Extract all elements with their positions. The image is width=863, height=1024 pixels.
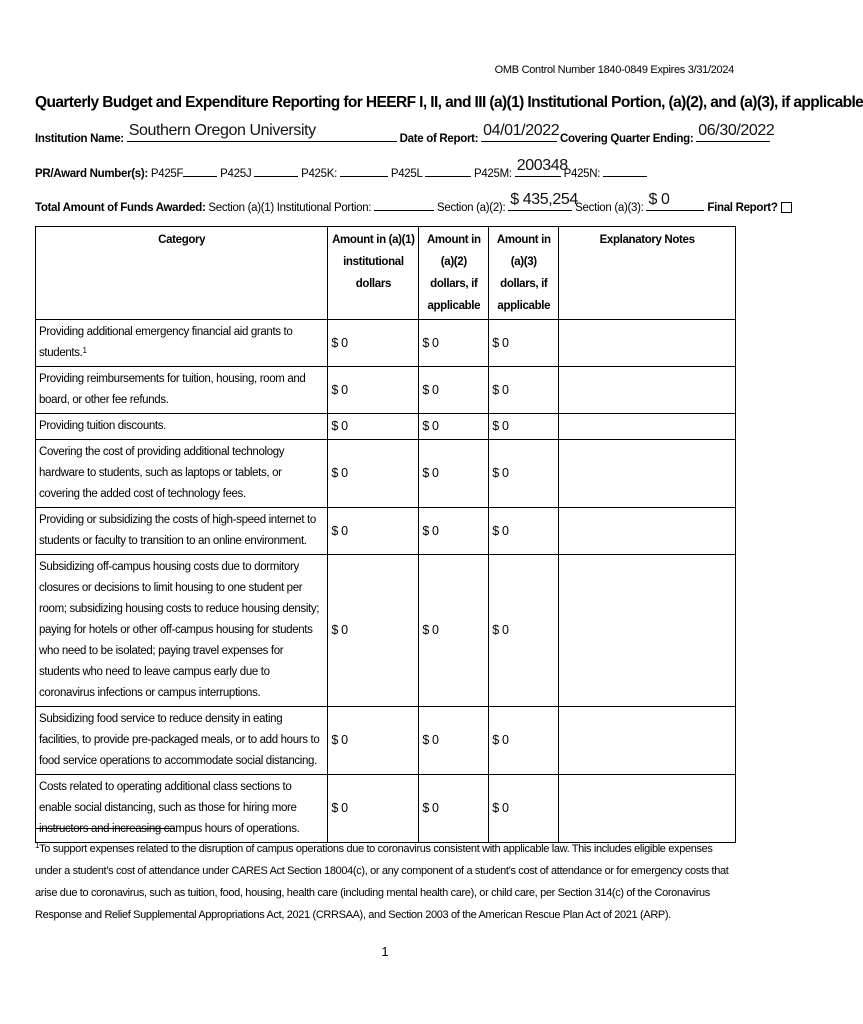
table-row — [36, 367, 736, 414]
category-text: Subsidizing off-campus housing costs due to dormitory closures or decisions to limit housing to one student per room; subsidizing housing costs to reduce housing density; paying for hotels or other off-campus housing for students who need to be isolated; paying travel expenses for students who need to leave campus early due to coronavirus infections or campus interruptions. — [39, 561, 320, 699]
table-row — [36, 440, 736, 508]
amount-a1-cell[interactable]: $ 0 — [328, 414, 419, 440]
category-cell — [36, 775, 328, 843]
pr-m-field[interactable] — [515, 157, 568, 177]
notes-cell[interactable] — [559, 508, 736, 555]
table-row — [36, 320, 736, 367]
omb-control-number: OMB Control Number 1840-0849 Expires 3/31/2024 — [494, 64, 734, 76]
category-text: Providing additional emergency financial aid grants to students. — [39, 326, 293, 359]
total-label: Total Amount of Funds Awarded: — [35, 202, 206, 214]
institution-field[interactable] — [127, 122, 397, 142]
amount-a3-cell[interactable]: $ 0 — [489, 555, 559, 707]
footnote-text: To support expenses related to the disruption of campus operations due to coronavirus consistent with applicable law. This includes eligible expenses under a student’s cost of attendance under CARES Act Section 18004(c), or any component of a student’s cost of attendance or for emergency costs that arise due to coronavirus, such as tuition, food, housing, health care (including mental health care), or child care, per Section 314(c) of the Coronavirus Response and Relief Supplemental Appropriations Act, 2021 (CRRSAA), and Section 2003 of the American Rescue Plan Act of 2021 (ARP). — [35, 843, 729, 921]
table-header-row — [36, 227, 736, 320]
header-category: Category — [36, 227, 328, 320]
institution-value: Southern Oregon University — [128, 122, 316, 139]
section-a3-label: Section (a)(3): — [575, 202, 644, 214]
amount-a1-cell[interactable]: $ 0 — [328, 707, 419, 775]
category-cell — [36, 367, 328, 414]
amount-a2-cell[interactable]: $ 0 — [419, 414, 489, 440]
pr-m-value: 200348 — [516, 157, 568, 174]
quarter-label: Covering Quarter Ending: — [560, 133, 694, 145]
section-a1-field[interactable] — [374, 199, 434, 211]
header-a1: Amount in (a)(1) institutional dollars — [328, 227, 419, 320]
amount-a2-cell[interactable]: $ 0 — [419, 320, 489, 367]
amount-a3-cell[interactable]: $ 0 — [489, 707, 559, 775]
footnote-mark: 1 — [35, 841, 40, 850]
amount-a3-cell[interactable]: $ 0 — [489, 367, 559, 414]
date-field[interactable] — [481, 122, 560, 142]
notes-cell[interactable] — [559, 367, 736, 414]
category-text: Costs related to operating additional class sections to enable social distancing, such as those for hiring more instructors and increasing campus hours of operations. — [39, 781, 300, 835]
amount-a3-cell[interactable]: $ 0 — [489, 320, 559, 367]
pr-m-label: P425M: — [473, 168, 512, 180]
amount-a2-cell[interactable]: $ 0 — [419, 440, 489, 508]
amount-a2-cell[interactable]: $ 0 — [419, 707, 489, 775]
section-a3-field[interactable] — [646, 191, 704, 211]
category-text: Providing or subsidizing the costs of high-speed internet to students or faculty to transition to an online environment. — [39, 514, 316, 547]
table-row — [36, 775, 736, 843]
notes-cell[interactable] — [559, 775, 736, 843]
notes-cell[interactable] — [559, 440, 736, 508]
page-number: 1 — [381, 944, 389, 959]
amount-a2-cell[interactable]: $ 0 — [419, 367, 489, 414]
category-text: Covering the cost of providing additional technology hardware to students, such as laptops or tablets, or covering the added cost of technology fees. — [39, 446, 285, 500]
pr-label: PR/Award Number(s): — [35, 168, 148, 180]
date-label: Date of Report: — [399, 133, 479, 145]
section-a1-label: Section (a)(1) Institutional Portion: — [208, 202, 372, 214]
category-cell — [36, 414, 328, 440]
amount-a2-cell[interactable]: $ 0 — [419, 775, 489, 843]
footnote-reference: 1 — [82, 346, 87, 355]
institution-label: Institution Name: — [35, 133, 124, 145]
final-report-label: Final Report? — [707, 202, 778, 214]
category-cell — [36, 440, 328, 508]
section-a2-field[interactable] — [508, 191, 578, 211]
notes-cell[interactable] — [559, 707, 736, 775]
pr-j-field[interactable] — [254, 165, 298, 177]
table-row — [36, 555, 736, 707]
category-text: Providing tuition discounts. — [39, 420, 166, 432]
pr-n-field[interactable] — [603, 165, 647, 177]
notes-cell[interactable] — [559, 320, 736, 367]
pr-f-field[interactable] — [183, 165, 217, 177]
category-cell — [36, 508, 328, 555]
table-row — [36, 414, 736, 440]
amount-a3-cell[interactable]: $ 0 — [489, 414, 559, 440]
section-a2-label: Section (a)(2): — [437, 202, 506, 214]
table-row — [36, 707, 736, 775]
amount-a1-cell[interactable]: $ 0 — [328, 555, 419, 707]
pr-f-label: P425F — [150, 168, 184, 180]
pr-k-field[interactable] — [340, 165, 388, 177]
amount-a1-cell[interactable]: $ 0 — [328, 508, 419, 555]
amount-a1-cell[interactable]: $ 0 — [328, 775, 419, 843]
amount-a3-cell[interactable]: $ 0 — [489, 775, 559, 843]
amount-a1-cell[interactable]: $ 0 — [328, 320, 419, 367]
pr-l-label: P425L — [390, 168, 423, 180]
section-a2-value: $ 435,254 — [510, 191, 578, 208]
quarter-value: 06/30/2022 — [698, 122, 775, 139]
category-cell — [36, 707, 328, 775]
footnote — [35, 838, 740, 926]
amount-a3-cell[interactable]: $ 0 — [489, 508, 559, 555]
pr-n-label: P425N: — [563, 168, 601, 180]
quarter-field[interactable] — [696, 122, 775, 142]
category-cell — [36, 320, 328, 367]
amount-a1-cell[interactable]: $ 0 — [328, 440, 419, 508]
amount-a2-cell[interactable]: $ 0 — [419, 555, 489, 707]
pr-k-label: P425K: — [301, 168, 338, 180]
notes-cell[interactable] — [559, 414, 736, 440]
header-a3: Amount in (a)(3) dollars, if applicable — [489, 227, 559, 320]
amount-a1-cell[interactable]: $ 0 — [328, 367, 419, 414]
notes-cell[interactable] — [559, 555, 736, 707]
category-cell — [36, 555, 328, 707]
section-a3-value: $ 0 — [648, 191, 670, 208]
amount-a3-cell[interactable]: $ 0 — [489, 440, 559, 508]
category-text: Subsidizing food service to reduce density in eating facilities, to provide pre-packaged meals, or to add hours to food service operations to accommodate social distancing. — [39, 713, 320, 767]
total-funds-line — [35, 191, 778, 214]
header-a2: Amount in (a)(2) dollars, if applicable — [419, 227, 489, 320]
pr-l-field[interactable] — [425, 165, 471, 177]
institution-line — [35, 122, 775, 145]
expenditure-table — [35, 226, 736, 843]
final-report-checkbox[interactable] — [781, 202, 792, 213]
pr-j-label: P425J — [220, 168, 252, 180]
table-row — [36, 508, 736, 555]
header-notes: Explanatory Notes — [559, 227, 736, 320]
amount-a2-cell[interactable]: $ 0 — [419, 508, 489, 555]
date-value: 04/01/2022 — [483, 122, 560, 139]
pr-award-line — [35, 157, 740, 180]
page-title: Quarterly Budget and Expenditure Reporting for HEERF I, II, and III (a)(1) Institutional Portion, (a)(2), and (a)(3), if applicable — [35, 94, 863, 111]
category-text: Providing reimbursements for tuition, housing, room and board, or other fee refunds. — [39, 373, 306, 406]
footnote-divider — [35, 828, 175, 829]
